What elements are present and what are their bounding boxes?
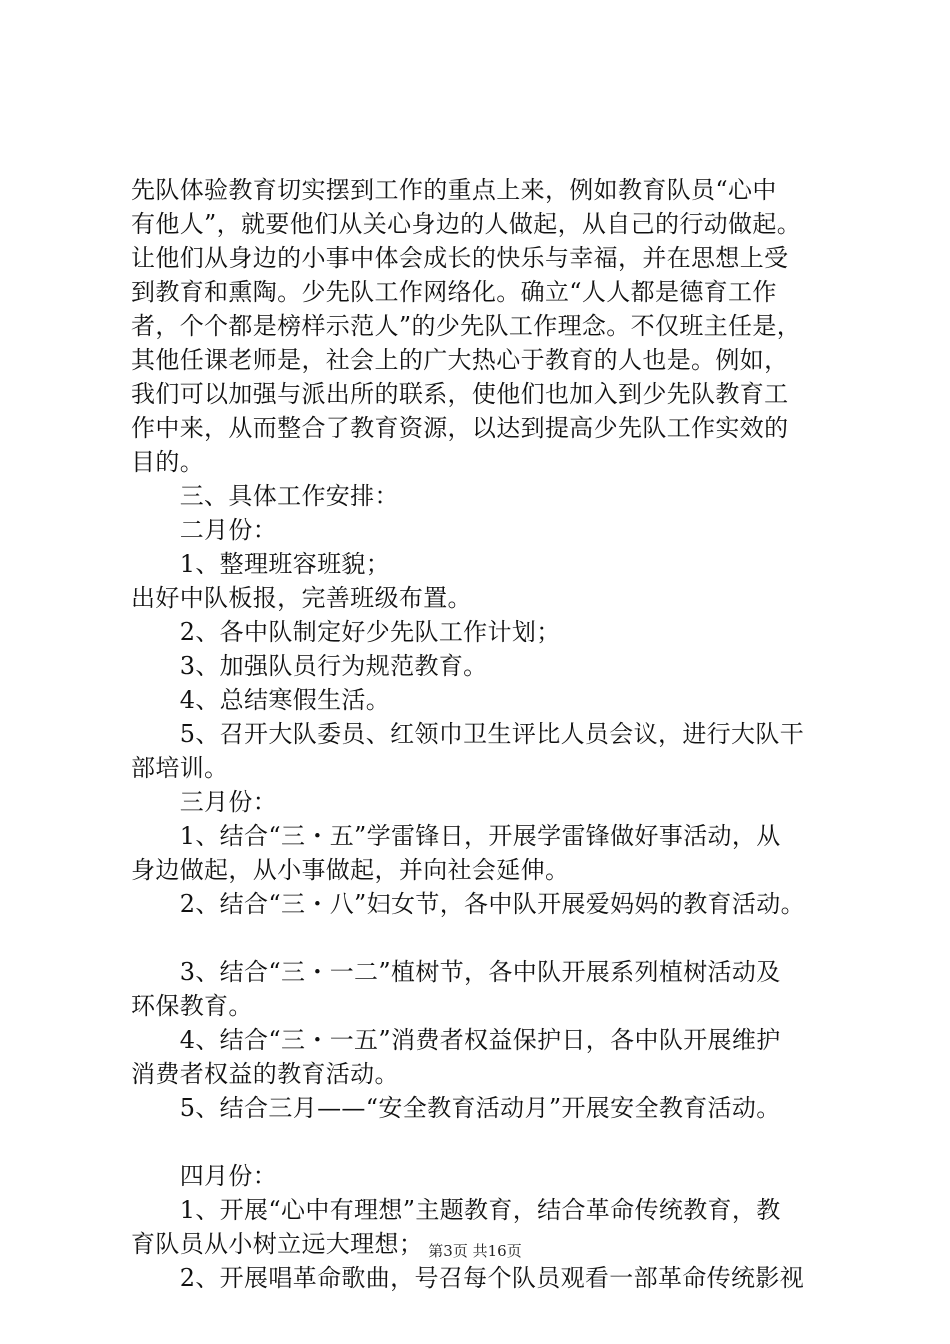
month-heading: 三月份：: [131, 788, 278, 816]
text-line: 部培训。: [131, 754, 229, 782]
month-heading: 二月份：: [131, 516, 278, 544]
list-item: 2、开展唱革命歌曲，号召每个队员观看一部革命传统影视: [131, 1264, 805, 1292]
text-line: 作中来，从而整合了教育资源，以达到提高少先队工作实效的: [131, 414, 789, 442]
text-line: 到教育和熏陶。少先队工作网络化。确立“人人都是德育工作: [131, 278, 777, 306]
text-line: 身边做起，从小事做起，并向社会延伸。: [131, 856, 570, 884]
list-item: 5、结合三月——“安全教育活动月”开展安全教育活动。: [131, 1094, 781, 1122]
list-item: 2、结合“三・八”妇女节，各中队开展爱妈妈的教育活动。: [131, 890, 805, 918]
text-line: 育队员从小树立远大理想；: [131, 1230, 424, 1258]
text-line: 者，个个都是榜样示范人”的少先队工作理念。不仅班主任是，: [131, 312, 802, 340]
text-line: 先队体验教育切实摆到工作的重点上来，例如教育队员“心中: [131, 176, 777, 204]
list-item: 4、结合“三・一五”消费者权益保护日，各中队开展维护: [131, 1026, 781, 1054]
month-heading: 四月份：: [131, 1162, 278, 1190]
text-line: 让他们从身边的小事中体会成长的快乐与幸福，并在思想上受: [131, 244, 789, 272]
list-item: 5、召开大队委员、红领巾卫生评比人员会议，进行大队干: [131, 720, 805, 748]
text-line: 目的。: [131, 448, 205, 476]
text-line: 我们可以加强与派出所的联系，使他们也加入到少先队教育工: [131, 380, 789, 408]
list-item: 2、各中队制定好少先队工作计划；: [131, 618, 561, 646]
text-line: 出好中队板报，完善班级布置。: [131, 584, 472, 612]
text-line: 环保教育。: [131, 992, 253, 1020]
list-item: 1、开展“心中有理想”主题教育，结合革命传统教育，教: [131, 1196, 781, 1224]
list-item: 3、结合“三・一二”植树节，各中队开展系列植树活动及: [131, 958, 781, 986]
list-item: 1、整理班容班貌；: [131, 550, 391, 578]
list-item: 3、加强队员行为规范教育。: [131, 652, 488, 680]
text-line: 有他人”，就要他们从关心身边的人做起，从自己的行动做起。: [131, 210, 802, 238]
section-heading: 三、具体工作安排：: [131, 482, 399, 510]
text-line: 其他任课老师是，社会上的广大热心于教育的人也是。例如，: [131, 346, 789, 374]
page-number-footer: 第3页 共16页: [428, 1242, 522, 1260]
list-item: 4、总结寒假生活。: [131, 686, 391, 714]
list-item: 1、结合“三・五”学雷锋日，开展学雷锋做好事活动，从: [131, 822, 781, 850]
text-line: 消费者权益的教育活动。: [131, 1060, 399, 1088]
